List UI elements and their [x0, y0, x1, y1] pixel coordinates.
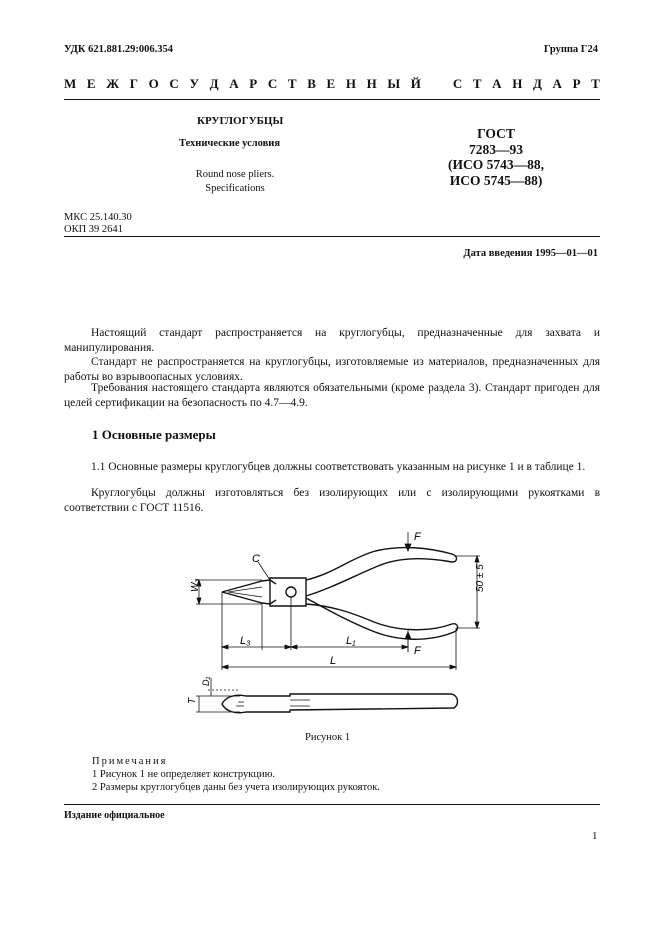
banner-letter: А: [552, 76, 562, 91]
page-number: 1: [592, 830, 598, 842]
gost-line3: (ИСО 5743—88,: [448, 157, 544, 172]
banner-letter: Ы: [387, 76, 401, 91]
banner-letter: Т: [591, 76, 600, 91]
english-title: [140, 168, 330, 196]
banner-letter: Н: [345, 76, 356, 91]
note-2: 2 Размеры круглогубцев даны без учета изолирующих рукояток.: [92, 782, 380, 793]
section-heading: 1 Основные размеры: [92, 427, 216, 442]
banner-letter: О: [148, 76, 159, 91]
banner-letter: Р: [249, 76, 258, 91]
banner-letter: С: [169, 76, 179, 91]
lower-handle: [306, 598, 458, 639]
okp-code: ОКП 39 2641: [64, 224, 123, 235]
banner-letter: Н: [366, 76, 377, 91]
group-code: Группа Г24: [543, 44, 598, 55]
banner-letter: Е: [326, 76, 336, 91]
banner-letter: Н: [512, 76, 523, 91]
official-edition: Издание официальное: [64, 810, 165, 821]
document-subtitle: Технические условия: [179, 138, 281, 149]
banner-letter: Г: [129, 76, 139, 91]
label-l1: L₁: [346, 635, 356, 647]
upper-handle: [306, 548, 457, 596]
label-f-bottom: F: [414, 645, 421, 657]
label-d1: D₁: [201, 676, 211, 686]
joint-body: [270, 578, 306, 606]
banner-letter: У: [189, 76, 199, 91]
section-paragraph-2: Круглогубцы должны изготовляться без изолирующих или с изолирующими рукоятками в соответствии с ГОСТ 11516.: [64, 487, 600, 514]
label-f-top: F: [414, 531, 421, 543]
english-title-line1: Round nose pliers.: [195, 169, 275, 180]
document-title: КРУГЛОГУБЦЫ: [197, 115, 284, 127]
introduction-date: Дата введения 1995—01—01: [463, 248, 598, 259]
gost-line1: ГОСТ: [477, 126, 515, 141]
gost-designation: [446, 126, 546, 188]
side-view-outline: [222, 694, 457, 713]
label-l: L: [330, 655, 337, 667]
banner-letter: А: [492, 76, 502, 91]
notes-title: Примечания: [92, 756, 168, 767]
title-rule: [64, 236, 600, 237]
note-1: 1 Рисунок 1 не определяет конструкцию.: [92, 769, 276, 780]
banner-letter: Т: [287, 76, 297, 91]
label-l3: L₃: [240, 635, 251, 647]
banner-letter: Й: [410, 76, 421, 91]
banner-letter: Д: [209, 76, 219, 91]
standard-banner: [64, 76, 600, 92]
banner-letter: Е: [86, 76, 96, 91]
header-rule: [64, 99, 600, 100]
figure-caption: Рисунок 1: [305, 732, 351, 743]
label-w3: W₃: [190, 578, 201, 592]
rivet: [286, 587, 296, 597]
banner-letter: В: [307, 76, 316, 91]
banner-letter: М: [64, 76, 77, 91]
gost-line2: 7283—93: [469, 141, 523, 157]
pliers-drawing: [180, 525, 486, 725]
jaw-upper-outline: [222, 580, 276, 592]
label-50: 50 ± 5: [475, 564, 486, 592]
intro-paragraph-1: Настоящий стандарт распространяется на круглогубцы, предназначенные для захвата и манипулирования.: [64, 327, 600, 354]
banner-letter: Д: [532, 76, 542, 91]
banner-letter: Т: [472, 76, 482, 91]
banner-letter: А: [229, 76, 239, 91]
banner-letter: С: [452, 76, 463, 91]
label-t: T: [187, 697, 198, 704]
gost-line4: ИСО 5745—88): [449, 172, 543, 188]
jaw-lower-outline: [222, 592, 276, 604]
footer-rule: [64, 804, 600, 805]
intro-paragraph-3: Требования настоящего стандарта являются обязательными (кроме раздела 3). Стандарт пригоден для целей сертификации на безопасность по 4.7—4.9.: [64, 382, 600, 409]
banner-letter: Ж: [106, 76, 120, 91]
banner-letter: С: [267, 76, 278, 91]
english-title-line2: Specifications: [205, 183, 265, 194]
label-c: C: [252, 553, 260, 565]
intro-paragraph-2: Стандарт не распространяется на круглогубцы, изготовляемые из материалов, предназначенных для работы во взрывоопасных условиях.: [64, 356, 600, 383]
banner-letter: Р: [572, 76, 581, 91]
udk-code: УДК 621.881.29:006.354: [64, 44, 173, 55]
mks-code: МКС 25.140.30: [64, 212, 132, 223]
classification-codes: [64, 212, 132, 236]
section-paragraph-1: 1.1 Основные размеры круглогубцев должны соответствовать указанным на рисунке 1 и в таблице 1.: [91, 461, 586, 473]
